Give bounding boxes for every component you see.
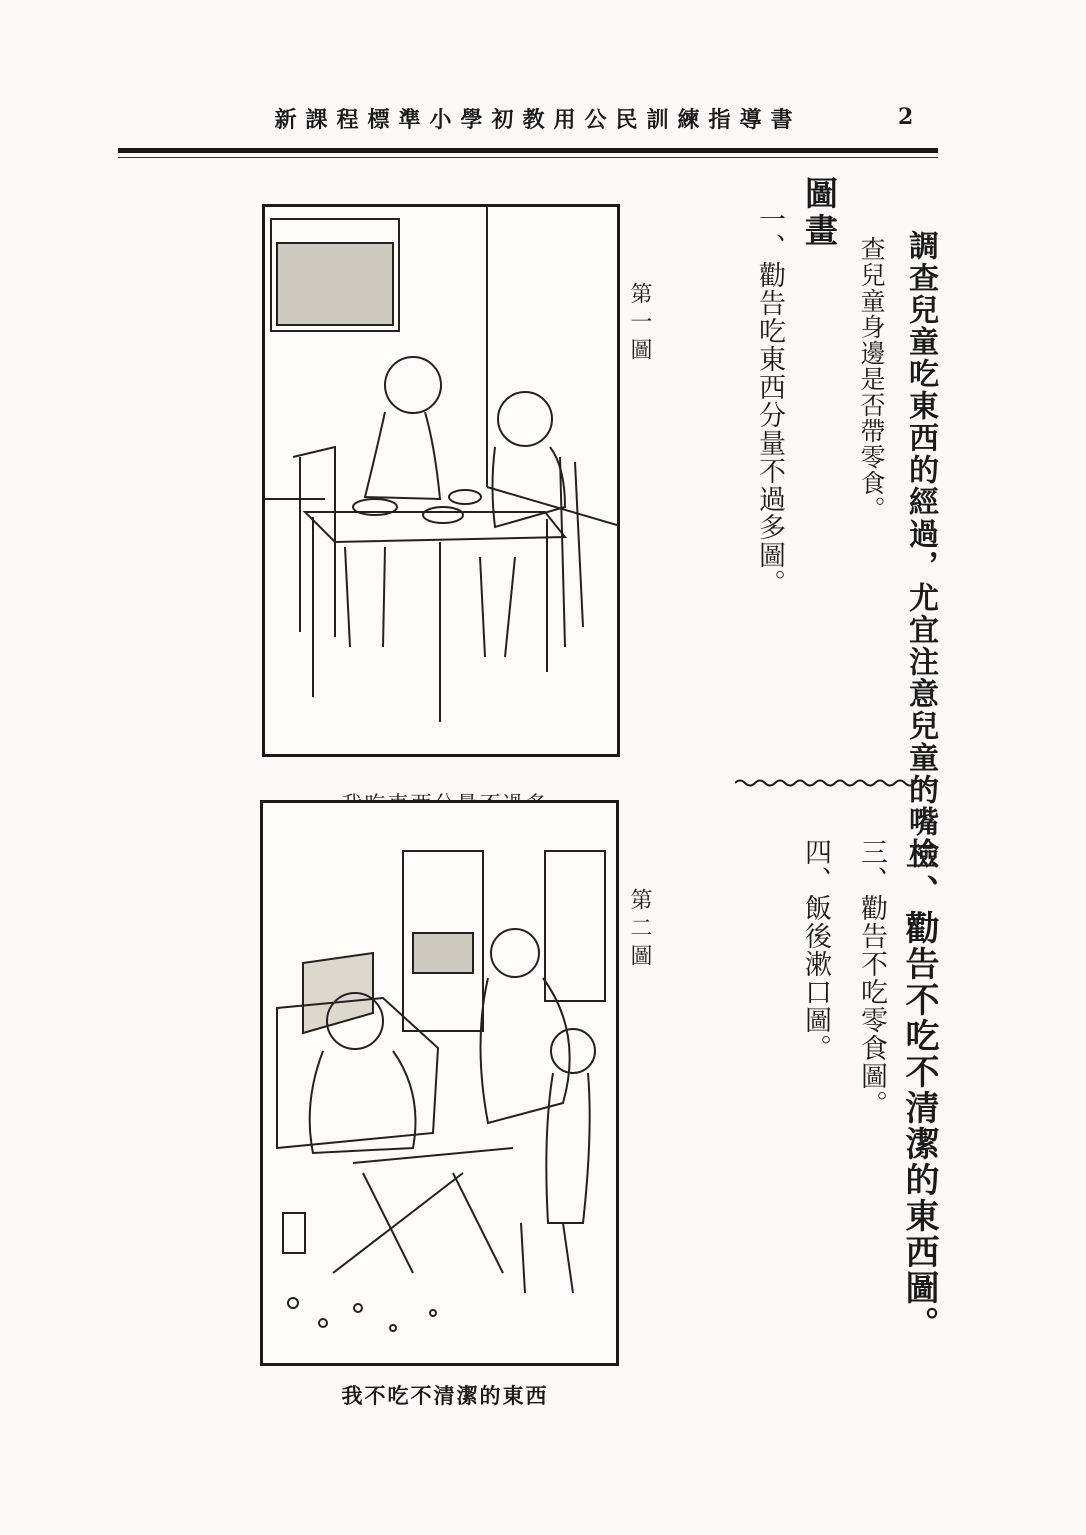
wavy-divider xyxy=(735,778,937,788)
page-number: 2 xyxy=(898,104,914,130)
list-item-4: 四、飯後漱口圖。 xyxy=(800,838,831,1062)
running-header: 新課程標準小學初教用公民訓練指導書 xyxy=(274,107,802,133)
paragraph-line-2: 查兒童身邊是否帶零食。 xyxy=(857,236,886,522)
children-eating-drawing xyxy=(265,207,617,754)
figure-2-label: 第二圖 xyxy=(627,888,652,972)
section-title: 圖畫 xyxy=(800,176,839,250)
figure-1-illustration xyxy=(262,204,620,757)
header-rule xyxy=(118,148,938,153)
street-vendor-drawing xyxy=(263,803,616,1363)
list-item-1: 一、勸告吃東西分量不過多圖。 xyxy=(754,205,785,597)
header-rule-thin xyxy=(118,157,938,158)
figure-1-label: 第一圖 xyxy=(627,282,652,366)
list-item-3: 三、勸告不吃零食圖。 xyxy=(856,838,887,1118)
list-item-2: 二、勸告不吃不清潔的東西圖。 xyxy=(899,838,939,1342)
figure-2-illustration xyxy=(260,800,619,1366)
figure-2-caption: 我不吃不清潔的東西 xyxy=(341,1383,549,1408)
paragraph-line-1: 調查兒童吃東西的經過，尤宜注意兒童的嘴檢 xyxy=(903,230,938,870)
